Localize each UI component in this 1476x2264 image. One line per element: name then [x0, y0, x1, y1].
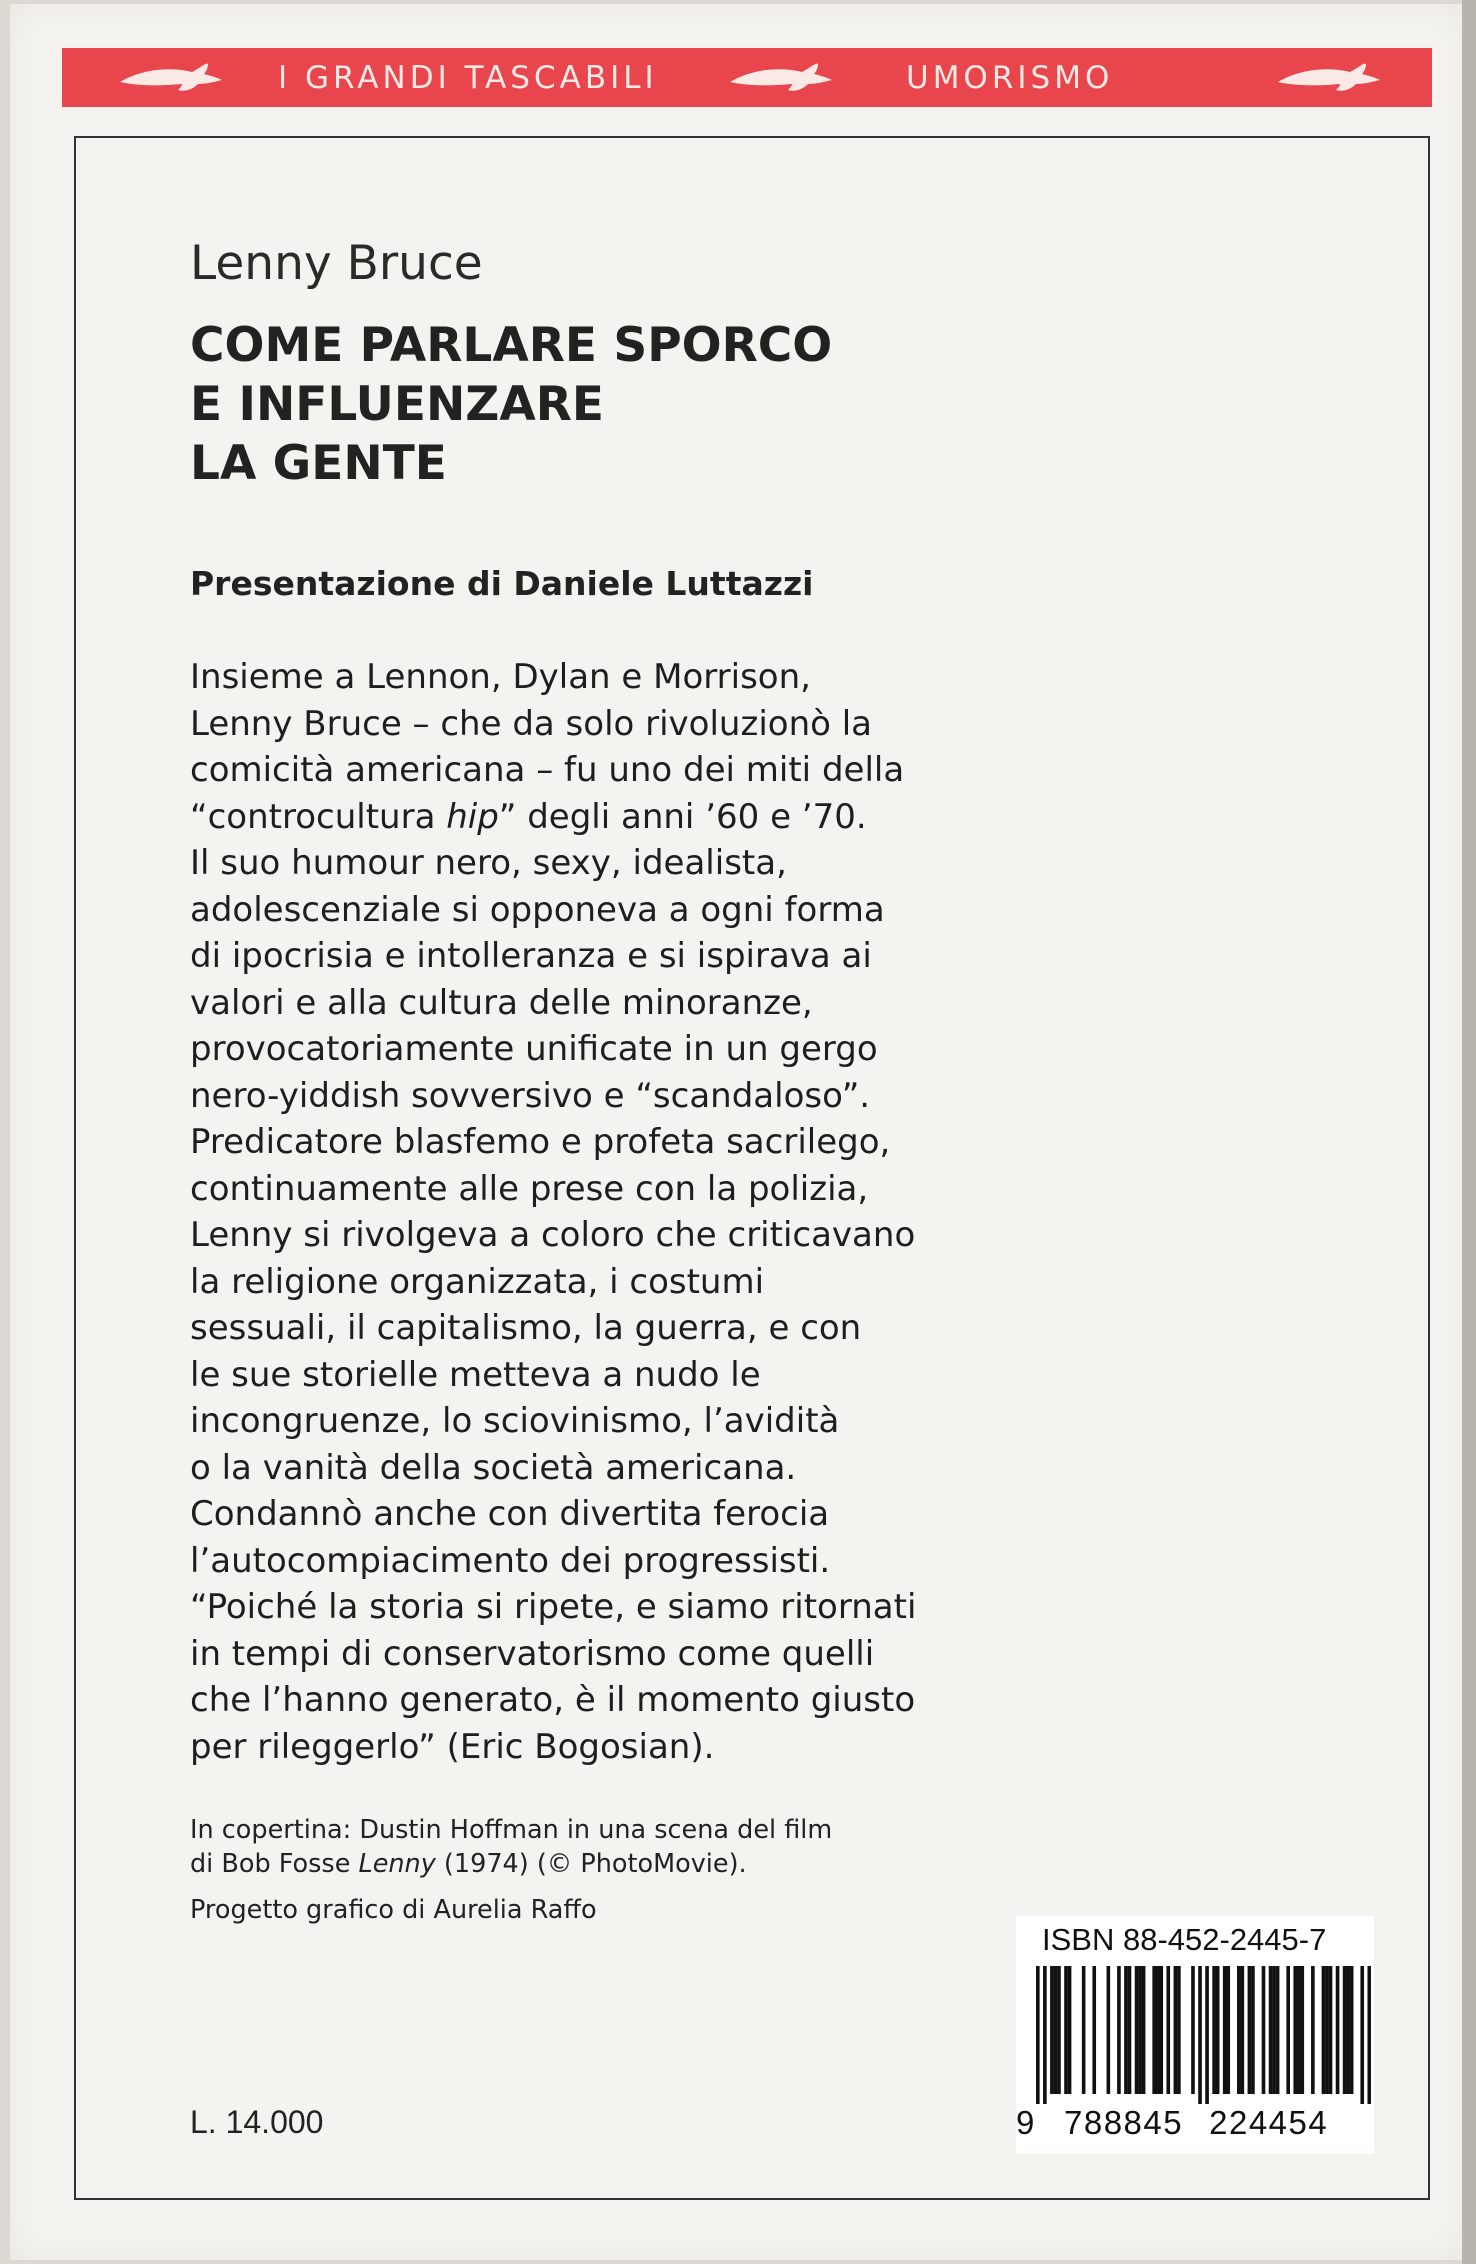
barcode-bar	[1360, 1966, 1364, 2104]
title-line: COME PARLARE SPORCO	[190, 318, 833, 373]
barcode-bar	[1036, 1966, 1040, 2104]
barcode-bar	[1107, 1966, 1111, 2094]
barcode-bar	[1251, 1966, 1255, 2094]
series-name: I GRANDI TASCABILI	[278, 60, 658, 96]
barcode-bar	[1054, 1966, 1058, 2094]
barcode-bar	[1241, 1966, 1245, 2094]
series-band	[62, 48, 1432, 107]
blurb-italic-word: hip	[446, 796, 499, 837]
barcode-bar	[1050, 1966, 1054, 2094]
barcode-bar	[1293, 1966, 1297, 2094]
barcode-bar	[1346, 1966, 1350, 2094]
barcode-bar	[1262, 1966, 1266, 2094]
barcode-bar	[1159, 1966, 1163, 2094]
blurb-line: per rileggerlo” (Eric Bogosian).	[190, 1726, 715, 1767]
isbn-barcode-block	[1016, 1916, 1374, 2154]
blurb-line-end: ” degli anni ’60 e ’70.	[498, 796, 867, 837]
barcode-bar	[1191, 1966, 1195, 2094]
barcode-bar	[1174, 1966, 1178, 2094]
barcode-bar	[1124, 1966, 1128, 2094]
barcode-bar	[1135, 1966, 1139, 2094]
blurb-line: che l’hanno generato, è il momento giusto	[190, 1680, 916, 1720]
blurb-line: adolescenziale si opponeva a ogni forma	[190, 889, 885, 930]
blurb-line: Predicatore blasfemo e profeta sacrilego,	[190, 1122, 891, 1162]
barcode-bar	[1276, 1966, 1280, 2094]
barcode-bar	[1322, 1966, 1326, 2094]
barcode-digit-lead: 9	[1016, 2104, 1035, 2141]
blurb-line: di ipocrisia e intolleranza e si ispirava ai	[190, 936, 872, 976]
blurb-line: o la vanità della società americana.	[190, 1447, 797, 1488]
credit-line-end: (1974) (© PhotoMovie).	[435, 1849, 747, 1879]
barcode-bar	[1297, 1966, 1301, 2094]
barcode-bar	[1198, 1966, 1202, 2104]
blurb-line: nero-yiddish sovversivo e “scandaloso”.	[190, 1075, 871, 1116]
blurb-line: continuamente alle prese con la polizia,	[190, 1168, 869, 1209]
title-line: LA GENTE	[190, 436, 447, 491]
presentation-credit: Presentazione di Daniele Luttazzi	[190, 564, 814, 603]
blurb-line: la religione organizzata, i costumi	[190, 1261, 765, 1302]
barcode-digits	[1016, 2104, 1328, 2142]
barcode-bar	[1128, 1966, 1132, 2094]
barcode-bar	[1367, 1966, 1371, 2104]
film-title: Lenny	[358, 1849, 436, 1879]
blurb-line: valori e alla cultura delle minoranze,	[190, 982, 813, 1023]
book-title	[190, 316, 1090, 493]
credit-line-start: di Bob Fosse	[190, 1849, 359, 1879]
blurb-line: le sue storielle metteva a nudo le	[190, 1354, 761, 1395]
blurb-line: Lenny si rivolgeva a coloro che criticavano	[190, 1215, 916, 1255]
barcode-bar	[1269, 1966, 1273, 2094]
barcode-bar	[1272, 1966, 1276, 2094]
blurb-line-start: “controcultura	[190, 796, 447, 837]
barcode-bar	[1057, 1966, 1061, 2094]
barcode-bar	[1226, 1966, 1230, 2094]
barcode-bar	[1329, 1966, 1333, 2094]
dolphin-icon	[116, 60, 226, 96]
barcode-digits-right: 224454	[1209, 2104, 1329, 2141]
barcode	[1036, 1966, 1371, 2104]
cover-credits	[190, 1813, 990, 1927]
barcode-bar	[1311, 1966, 1315, 2094]
barcode-bar	[1142, 1966, 1146, 2094]
barcode-bar	[1177, 1966, 1181, 2094]
barcode-bar	[1336, 1966, 1340, 2094]
barcode-bar	[1343, 1966, 1347, 2094]
barcode-bar	[1205, 1966, 1209, 2104]
barcode-bar	[1223, 1966, 1227, 2094]
cover-edge	[1462, 0, 1476, 2264]
barcode-bar	[1068, 1966, 1072, 2094]
author-name: Lenny Bruce	[190, 236, 483, 291]
blurb-line: sessuali, il capitalismo, la guerra, e con	[190, 1308, 862, 1348]
barcode-bar	[1064, 1966, 1068, 2094]
blurb-line: Il suo humour nero, sexy, idealista,	[190, 843, 787, 883]
barcode-digits-left: 788845	[1064, 2104, 1184, 2141]
dolphin-icon	[726, 60, 836, 96]
barcode-bar	[1248, 1966, 1252, 2094]
blurb-line: Condannò anche con divertita ferocia	[190, 1494, 830, 1534]
barcode-bar	[1166, 1966, 1170, 2094]
barcode-bar	[1325, 1966, 1329, 2094]
credit-line	[190, 1847, 990, 1881]
barcode-bar	[1300, 1966, 1304, 2094]
barcode-bar	[1092, 1966, 1096, 2094]
blurb-line	[190, 794, 1070, 841]
blurb-line: comicità americana – fu uno dei miti della	[190, 750, 905, 790]
title-line: E INFLUENZARE	[190, 377, 605, 432]
dolphin-icon	[1274, 60, 1384, 96]
genre-name: UMORISMO	[906, 60, 1114, 96]
blurb-line: in tempi di conservatorismo come quelli	[190, 1633, 875, 1674]
credit-line: In copertina: Dustin Hoffman in una scena del film	[190, 1815, 833, 1845]
price-label: L. 14.000	[190, 2104, 324, 2140]
blurb-line: Insieme a Lennon, Dylan e Morrison,	[190, 657, 811, 697]
blurb-line: l’autocompiacimento dei progressisti.	[190, 1540, 831, 1581]
barcode-bar	[1152, 1966, 1156, 2094]
barcode-bar	[1286, 1966, 1290, 2094]
barcode-bar	[1350, 1966, 1354, 2094]
barcode-bar	[1117, 1966, 1121, 2094]
blurb-line: provocatoriamente unificate in un gergo	[190, 1029, 878, 1069]
barcode-bar	[1082, 1966, 1086, 2094]
barcode-bar	[1212, 1966, 1216, 2094]
blurb-line: Lenny Bruce – che da solo rivoluzionò la	[190, 703, 873, 744]
barcode-bar	[1216, 1966, 1220, 2094]
barcode-bar	[1043, 1966, 1047, 2104]
isbn-label: ISBN 88-452-2445-7	[1042, 1922, 1327, 1957]
blurb-line: “Poiché la storia si ripete, e siamo ritornati	[190, 1587, 917, 1627]
barcode-bar	[1156, 1966, 1160, 2094]
design-credit: Progetto grafico di Aurelia Raffo	[190, 1895, 597, 1925]
barcode-bar	[1138, 1966, 1142, 2094]
blurb-text	[190, 654, 1070, 1770]
barcode-bar	[1237, 1966, 1241, 2094]
blurb-line: incongruenze, lo sciovinismo, l’avidità	[190, 1401, 840, 1441]
